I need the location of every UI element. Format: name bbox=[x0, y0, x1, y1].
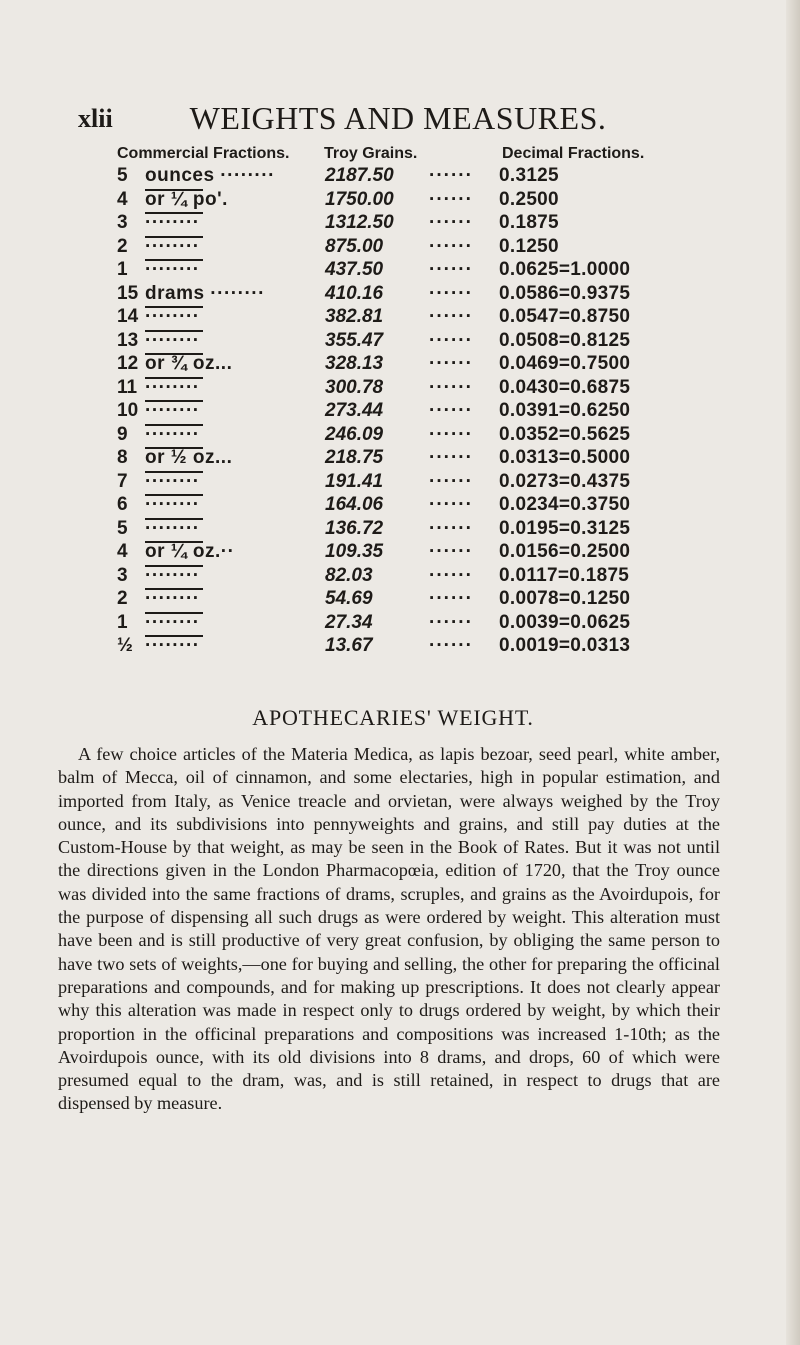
row-number: 6 bbox=[117, 494, 128, 515]
leader-dots: ······ bbox=[429, 635, 473, 656]
leader-dots: ······ bbox=[429, 235, 473, 257]
troy-grains-value: 355.47 bbox=[325, 329, 384, 351]
row-label-text: ········ bbox=[145, 423, 200, 445]
troy-grains-value: 164.06 bbox=[325, 494, 384, 515]
row-number: 13 bbox=[117, 329, 139, 351]
table-row bbox=[117, 283, 672, 307]
leader-dots: ······ bbox=[429, 423, 473, 445]
decimal-fraction-value: 0.0195=0.3125 bbox=[499, 517, 631, 539]
leader-dots: ······ bbox=[429, 282, 473, 304]
troy-grains-value: 875.00 bbox=[325, 235, 384, 257]
troy-grains-value: 382.81 bbox=[325, 306, 384, 327]
table-row bbox=[117, 588, 672, 612]
section-title: APOTHECARIES' WEIGHT. bbox=[252, 705, 534, 730]
table-row bbox=[117, 494, 672, 518]
table-row bbox=[117, 259, 672, 283]
row-label-text: ········ bbox=[145, 470, 200, 492]
row-number: 9 bbox=[117, 423, 128, 445]
decimal-fraction-value: 0.0234=0.3750 bbox=[499, 494, 631, 515]
body-paragraph: A few choice articles of the Materia Medica, as lapis bezoar, seed pearl, white amber, balm of Mecca, oil of cinnamon, and some electaries, high in popular estimation, and imported from Italy, as Venice treacle and orvietan, were always weighed by the Troy ounce, and its subdivisions into pennyweights and grains, and still pay duties at the Custom-House by that weight, as may be seen in the Book of Rates. But it was not until the directions given in the London Pharmacopœia, edition of 1720, that the Troy ounce was divided into the same fractions of drams, scruples, and grains as the Avoirdupois, for the purpose of dispensing all such drugs as were ordered by weight. This alteration must have been and is still productive of very great confusion, by obliging the same person to have two sets of weights,—one for buying and selling, the other for preparing the officinal preparations and compounds, and for making up prescriptions. It does not clearly appear why this alteration was made in respect only to drugs ordered by weight, by which their proportion in the officinal preparations and compositions was increased 1-10th; as the Avoirdupois ounce, with its old divisions into 8 drams, and drops, 60 of which were presumed equal to the dram, was, and is still retained, in respect to drugs that are dispensed by measure. bbox=[58, 744, 720, 1114]
page-edge bbox=[786, 0, 800, 1345]
decimal-fraction-value: 0.0313=0.5000 bbox=[499, 447, 631, 468]
row-number: 2 bbox=[117, 588, 128, 609]
row-number: 8 bbox=[117, 447, 128, 468]
row-number: 5 bbox=[117, 165, 128, 186]
row-label-text: ········ bbox=[145, 564, 200, 586]
leader-dots: ······ bbox=[429, 588, 473, 609]
row-number: 1 bbox=[117, 611, 128, 633]
leader-dots: ······ bbox=[429, 259, 473, 280]
troy-grains-value: 328.13 bbox=[325, 353, 384, 374]
table-row bbox=[117, 189, 672, 213]
table-row bbox=[117, 447, 672, 471]
troy-grains-value: 1750.00 bbox=[325, 188, 394, 210]
decimal-fraction-value: 0.1875 bbox=[499, 212, 559, 233]
table-row bbox=[117, 541, 672, 565]
leader-dots: ······ bbox=[429, 611, 473, 633]
table-row bbox=[117, 635, 672, 659]
row-label-text: drams ········ bbox=[145, 282, 265, 304]
leader-dots: ······ bbox=[429, 212, 473, 233]
row-label-text: ········ bbox=[145, 517, 200, 539]
troy-grains-value: 273.44 bbox=[325, 400, 384, 421]
leader-dots: ······ bbox=[429, 306, 473, 327]
table-row bbox=[117, 424, 672, 448]
troy-grains-value: 1312.50 bbox=[325, 212, 394, 233]
row-label-text: or ¾ oz... bbox=[145, 353, 233, 374]
row-label-text: or ¼ po'. bbox=[145, 188, 228, 210]
row-label-text: ········ bbox=[145, 588, 200, 609]
row-label-text: ········ bbox=[145, 235, 200, 257]
row-label-text: ········ bbox=[145, 635, 200, 656]
leader-dots: ······ bbox=[429, 494, 473, 515]
leader-dots: ······ bbox=[429, 400, 473, 421]
decimal-fraction-value: 0.2500 bbox=[499, 188, 559, 210]
decimal-fraction-value: 0.0039=0.0625 bbox=[499, 611, 631, 633]
row-label-text: ········ bbox=[145, 212, 200, 233]
decimal-fraction-value: 0.0352=0.5625 bbox=[499, 423, 631, 445]
decimal-fraction-value: 0.0019=0.0313 bbox=[499, 635, 631, 656]
troy-grains-value: 82.03 bbox=[325, 564, 373, 586]
leader-dots: ······ bbox=[429, 470, 473, 492]
table-row bbox=[117, 471, 672, 495]
row-label-text: ounces ········ bbox=[145, 165, 275, 186]
page-header bbox=[78, 100, 718, 140]
table-row bbox=[117, 212, 672, 236]
decimal-fraction-value: 0.0078=0.1250 bbox=[499, 588, 631, 609]
leader-dots: ······ bbox=[429, 165, 473, 186]
troy-grains-value: 191.41 bbox=[325, 470, 384, 492]
troy-grains-value: 218.75 bbox=[325, 447, 384, 468]
column-header-decimal: Decimal Fractions. bbox=[502, 145, 645, 162]
troy-grains-value: 109.35 bbox=[325, 541, 384, 562]
row-number: 3 bbox=[117, 212, 128, 233]
row-label-text: ········ bbox=[145, 259, 200, 280]
row-label-text: ········ bbox=[145, 494, 200, 515]
column-header-commercial: Commercial Fractions. bbox=[117, 145, 290, 162]
running-title: WEIGHTS AND MEASURES. bbox=[189, 100, 607, 136]
troy-grains-value: 246.09 bbox=[325, 423, 384, 445]
table-row bbox=[117, 518, 672, 542]
troy-grains-value: 300.78 bbox=[325, 376, 384, 398]
row-label-text: ········ bbox=[145, 376, 200, 398]
decimal-fraction-value: 0.0586=0.9375 bbox=[499, 282, 631, 304]
decimal-fraction-value: 0.0156=0.2500 bbox=[499, 541, 631, 562]
row-number: 3 bbox=[117, 564, 128, 586]
decimal-fraction-value: 0.0508=0.8125 bbox=[499, 329, 631, 351]
decimal-fraction-value: 0.1250 bbox=[499, 235, 559, 257]
row-number: 11 bbox=[117, 376, 138, 398]
row-number: 7 bbox=[117, 470, 128, 492]
decimal-fraction-value: 0.0430=0.6875 bbox=[499, 376, 631, 398]
troy-grains-value: 13.67 bbox=[325, 635, 373, 656]
leader-dots: ······ bbox=[429, 353, 473, 374]
table-row bbox=[117, 306, 672, 330]
table-body bbox=[117, 165, 672, 659]
column-header-troy: Troy Grains. bbox=[324, 145, 418, 162]
leader-dots: ······ bbox=[429, 376, 473, 398]
table-row bbox=[117, 353, 672, 377]
table-row bbox=[117, 565, 672, 589]
troy-grains-value: 410.16 bbox=[325, 282, 384, 304]
table-row bbox=[117, 236, 672, 260]
row-number: 14 bbox=[117, 306, 139, 327]
row-number: 4 bbox=[117, 188, 128, 210]
troy-grains-value: 54.69 bbox=[325, 588, 373, 609]
table-row bbox=[117, 165, 672, 189]
conversion-table bbox=[117, 145, 672, 659]
leader-dots: ······ bbox=[429, 517, 473, 539]
row-number: 5 bbox=[117, 517, 128, 539]
row-number: 1 bbox=[117, 259, 128, 280]
table-row bbox=[117, 612, 672, 636]
leader-dots: ······ bbox=[429, 564, 473, 586]
row-number: 4 bbox=[117, 541, 128, 562]
leader-dots: ······ bbox=[429, 541, 473, 562]
row-label-text: or ½ oz... bbox=[145, 447, 233, 468]
decimal-fraction-value: 0.0391=0.6250 bbox=[499, 400, 631, 421]
row-label-text: ········ bbox=[145, 611, 200, 633]
row-number: ½ bbox=[117, 635, 133, 656]
troy-grains-value: 437.50 bbox=[325, 259, 384, 280]
row-number: 2 bbox=[117, 235, 128, 257]
row-number: 15 bbox=[117, 282, 139, 304]
decimal-fraction-value: 0.0547=0.8750 bbox=[499, 306, 631, 327]
row-label-text: ········ bbox=[145, 329, 200, 351]
table-row bbox=[117, 377, 672, 401]
row-label-text: ········ bbox=[145, 306, 200, 327]
decimal-fraction-value: 0.3125 bbox=[499, 165, 559, 186]
row-label-text: ········ bbox=[145, 400, 200, 421]
troy-grains-value: 27.34 bbox=[325, 611, 373, 633]
leader-dots: ······ bbox=[429, 447, 473, 468]
page-number: xlii bbox=[78, 104, 113, 133]
troy-grains-value: 2187.50 bbox=[325, 165, 394, 186]
leader-dots: ······ bbox=[429, 329, 473, 351]
table-row bbox=[117, 400, 672, 424]
table-row bbox=[117, 330, 672, 354]
decimal-fraction-value: 0.0625=1.0000 bbox=[499, 259, 631, 280]
row-number: 12 bbox=[117, 353, 139, 374]
decimal-fraction-value: 0.0117=0.1875 bbox=[499, 564, 630, 586]
decimal-fraction-value: 0.0273=0.4375 bbox=[499, 470, 631, 492]
row-label-text: or ¼ oz.·· bbox=[145, 541, 235, 562]
troy-grains-value: 136.72 bbox=[325, 517, 384, 539]
leader-dots: ······ bbox=[429, 188, 473, 210]
row-number: 10 bbox=[117, 400, 139, 421]
table-column-headers bbox=[117, 145, 672, 165]
decimal-fraction-value: 0.0469=0.7500 bbox=[499, 353, 631, 374]
